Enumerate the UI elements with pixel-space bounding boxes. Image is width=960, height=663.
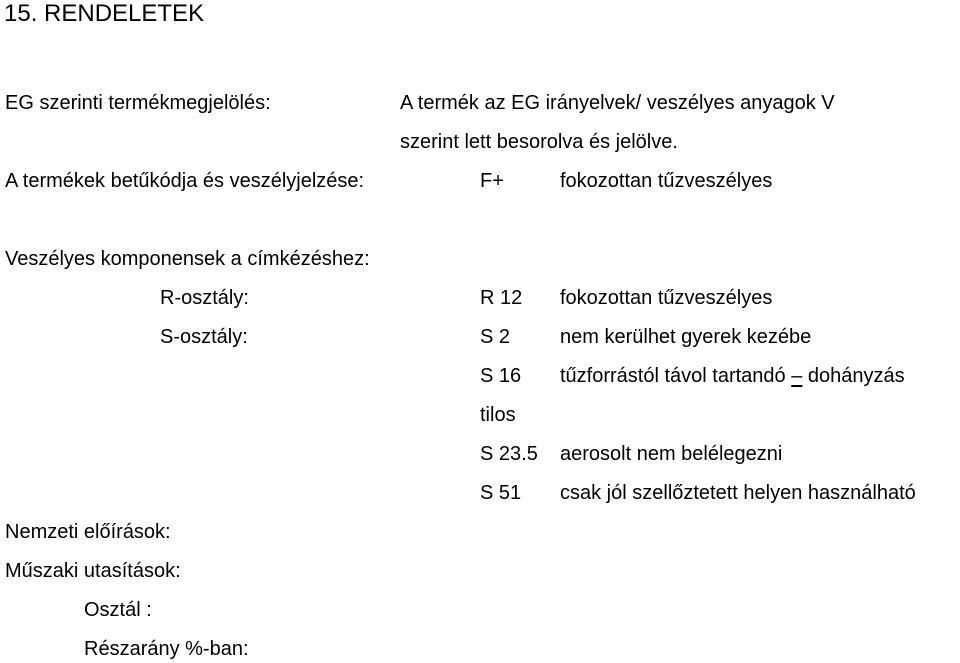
letter-code: F+ — [480, 170, 504, 192]
s-phrase-text-prefix: tűzforrástól távol tartandó — [560, 365, 792, 387]
components-label: Veszélyes komponensek a címkézéshez: — [5, 248, 370, 270]
letter-code-desc: fokozottan tűzveszélyes — [560, 170, 773, 192]
s-phrase-text — [560, 366, 905, 386]
r-phrase-code: R 12 — [480, 287, 523, 309]
eg-value-line1: A termék az EG irányelvek/ veszélyes anyagok V — [400, 92, 835, 114]
share-label: Részarány %-ban: — [84, 638, 249, 660]
r-phrase-text: fokozottan tűzveszélyes — [560, 287, 773, 309]
s-phrase-code: S 51 — [480, 482, 522, 504]
s-phrase-text: nem kerülhet gyerek kezébe — [560, 326, 812, 348]
letter-code-label: A termékek betűkódja és veszélyjelzése: — [5, 170, 365, 192]
class-label: Osztál : — [84, 599, 152, 621]
s-class-label: S-osztály: — [160, 326, 248, 348]
s-phrase-text-dash: – — [791, 365, 803, 387]
eg-value-line2: szerint lett besorolva és jelölve. — [400, 131, 678, 153]
s-phrase-continuation: tilos — [480, 404, 516, 426]
technical-label: Műszaki utasítások: — [5, 560, 181, 582]
s-phrase-text: csak jól szellőztetett helyen használható — [560, 482, 916, 504]
s-phrase-code: S 2 — [480, 326, 511, 348]
s-phrase-text-suffix: dohányzás — [802, 365, 905, 387]
eg-label: EG szerinti termékmegjelölés: — [5, 92, 271, 114]
r-class-label: R-osztály: — [160, 287, 249, 309]
national-label: Nemzeti előírások: — [5, 521, 171, 543]
section-title: 15. RENDELETEK — [4, 0, 205, 27]
s-phrase-text: aerosolt nem belélegezni — [560, 443, 783, 465]
s-phrase-code: S 23.5 — [480, 443, 538, 465]
s-phrase-code: S 16 — [480, 365, 522, 387]
